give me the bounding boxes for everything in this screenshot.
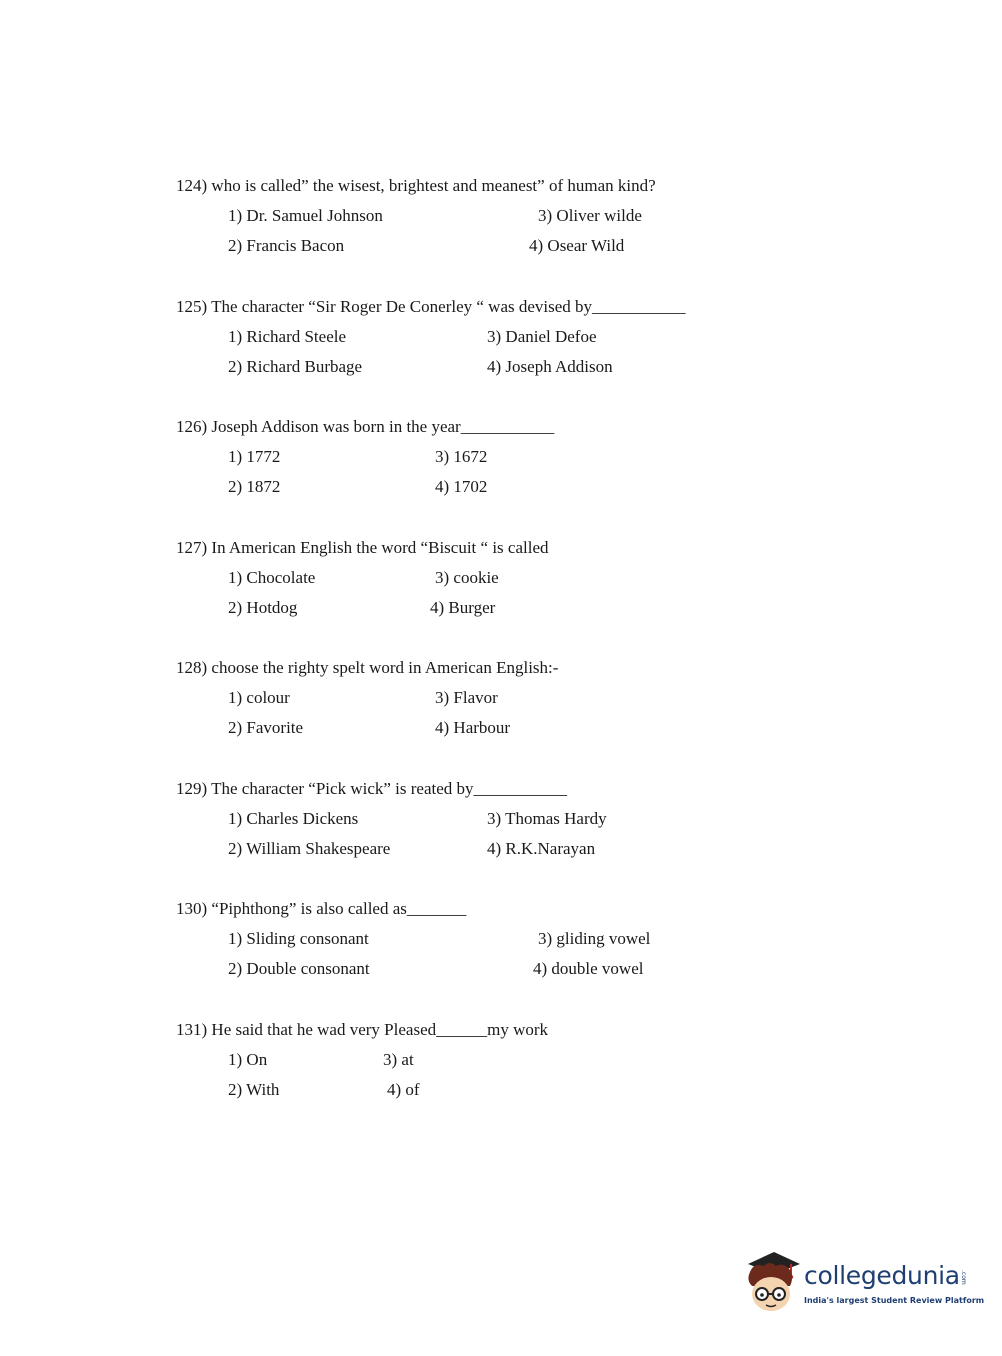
option-3: 3) at [383,1050,414,1069]
question-text: 126) Joseph Addison was born in the year___________ [176,417,555,436]
option-3: 3) Flavor [435,688,498,707]
mascot-icon [744,1248,804,1318]
option-4: 4) R.K.Narayan [487,839,596,858]
question-text: 130) “Piphthong” is also called as_______ [176,899,467,918]
logo-name: collegedunia [804,1261,960,1290]
option-1: 1) Chocolate [228,568,316,587]
logo-tagline: India's largest Student Review Platform [804,1296,985,1305]
option-4: 4) of [387,1080,420,1099]
option-2: 2) 1872 [228,477,281,496]
option-4: 4) Osear Wild [529,236,625,255]
option-3: 3) gliding vowel [538,929,651,948]
question-text: 131) He said that he wad very Pleased______my work [176,1020,549,1039]
option-4: 4) 1702 [435,477,488,496]
option-3: 3) Thomas Hardy [487,809,607,828]
option-1: 1) On [228,1050,268,1069]
option-3: 3) Daniel Defoe [487,327,597,346]
option-3: 3) cookie [435,568,499,587]
option-2: 2) Francis Bacon [228,236,345,255]
option-4: 4) double vowel [533,959,644,978]
option-2: 2) Favorite [228,718,304,737]
option-2: 2) Richard Burbage [228,357,363,376]
option-4: 4) Harbour [435,718,511,737]
option-1: 1) 1772 [228,447,281,466]
option-2: 2) Hotdog [228,598,298,617]
question-text: 129) The character “Pick wick” is reated by___________ [176,779,568,798]
option-4: 4) Joseph Addison [487,357,613,376]
option-2: 2) Double consonant [228,959,370,978]
option-2: 2) William Shakespeare [228,839,391,858]
question-text: 127) In American English the word “Biscuit “ is called [176,538,549,557]
option-1: 1) Charles Dickens [228,809,359,828]
option-1: 1) Sliding consonant [228,929,369,948]
option-3: 3) Oliver wilde [538,206,642,225]
option-1: 1) Richard Steele [228,327,347,346]
option-4: 4) Burger [430,598,496,617]
question-text: 128) choose the righty spelt word in American English:- [176,658,559,677]
option-2: 2) With [228,1080,280,1099]
option-1: 1) colour [228,688,290,707]
question-text: 124) who is called” the wisest, brightest and meanest” of human kind? [176,176,656,195]
option-1: 1) Dr. Samuel Johnson [228,206,383,225]
question-text: 125) The character “Sir Roger De Conerley “ was devised by___________ [176,297,686,316]
logo-domain: .com [960,1270,967,1285]
collegedunia-logo [744,1248,985,1318]
option-3: 3) 1672 [435,447,488,466]
